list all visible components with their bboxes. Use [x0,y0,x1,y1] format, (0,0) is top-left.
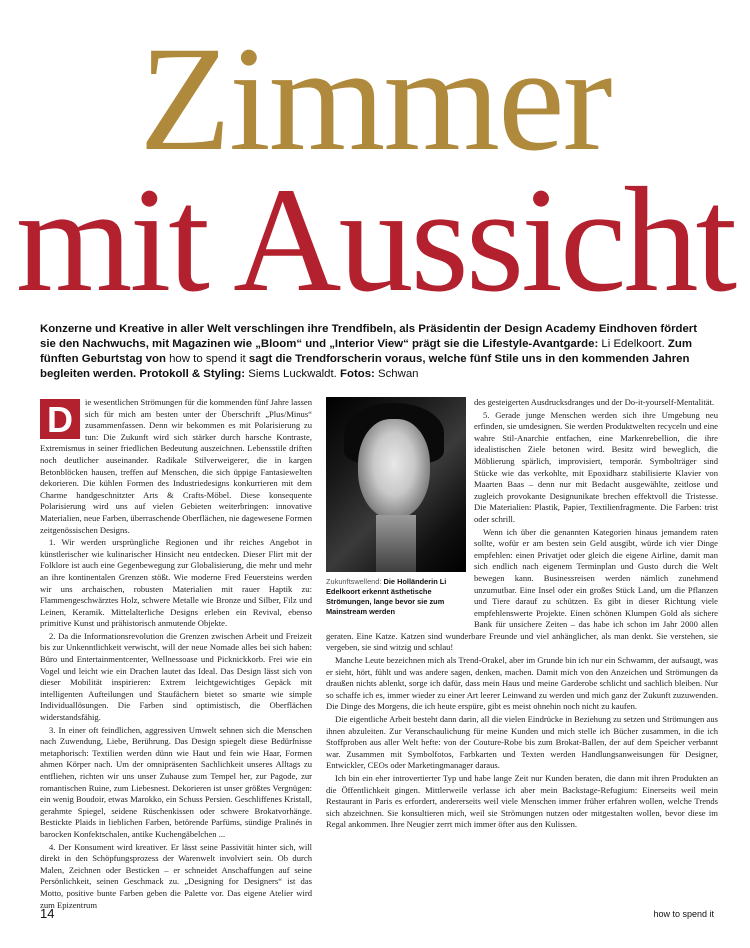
paragraph: Wenn ich über die genannten Kategorien hinaus jemandem raten sollte, wofür er am besten sein Geld ausgibt, würde ich vier Dinge empfehlen: einen Privatjet oder gleich die eigene Airline, damit man sich endlich nach eigenem Terminplan und Gusto durch die Welt bewegen kann. Businessreisen werden nämlich zunehmend unzumutbar. Eine Insel oder ein großes Stück Land, um die Pflanzen und Tiere darauf zu schützen. Es gibt in dieser Richtung viele empfehlenswerte Projekte. Einen schönen Klumpen Gold als sichere Bank für unsichere Zeiten – das habe ich schon im Jahr 2000 allen geraten. Eine Katze. Katzen sind wunderbare Freunde und viel anhänglicher, als man denkt. Sie verstehen, sie vergeben, sie sind witzig und schlau! [326,526,718,653]
stylist-name: Siems Luckwaldt. [248,368,337,380]
paragraph: des gesteigerten Ausdrucksdranges und der Do-it-yourself-Mentalität. [474,397,715,407]
magazine-brand: how to spend it [169,353,246,365]
paragraph: 5. Gerade junge Menschen werden sich ihre Umgebung neu erfinden, sie umdesignen. Sie werden Produktwelten recyceln und eine wahre Stil-Anarchie entfachen, eine Markenrebellion, die ihre idealistischen Ziele betonen wird. Besitz wird beweglich, die Möblierung spärlich, improvisiert, temporär. Symbolträger sind Stücke wie das verkohlte, mit Epoxidharz stabilisierte Klavier von Maarten Baas – denn nur mit Bedacht ausgewählte, zeitlose und zugleich provokante Designunikate brechen effektvoll die Tristesse. Die Materialien: Plastik, Papier, Textilienfragmente. Die Farben: trist oder schrill. [474,409,718,524]
photo-caption [326,577,466,617]
paragraph: Die eigentliche Arbeit besteht dann darin, all die vielen Eindrücke in Beziehung zu setzen und Strömungen aus ihnen abzuleiten. Zur Veranschaulichung für meine Kunden und mich stelle ich Bücher zusammen, in die ich Stoffproben aus aller Welt hefte: von der Couture-Robe bis zum Brokat-Ballen, der auf dem Speicher verbannt war. Zusammen mit Symbolfotos, Farbkarten und Texten werden Handlungsanweisungen für Designer, Entwickler, CEOs oder Marketingmanager daraus. [326,714,718,771]
paragraph: 1. Wir werden ursprüngliche Regionen und ihr reiches Angebot in künstlerischer wie kulinarischer Hinsicht neu entdecken. Dieser Flirt mit der Folklore ist auch eine Gegenbewegung zur Globalisierung, die mehr und mehr an ihre kontinentalen Grenzen stößt. Wie moderne Fred Feuersteins werden wir uns archaischen, robusten Materialien mit rauer Haptik zu: Flammengeschwärztes Holz, schwere Metalle wie Bronze und Silber, Filz und Leinen, Keramik. Mittelalterliche Designs erleben ein Revival, ebenso primitive Kunst und prähistorisch anmutende Objekte. [40,537,312,629]
caption-text: Die Holländerin Li Edelkoort erkennt ästhetische Strömungen, lange bevor sie zum Mainstream werden [326,577,447,616]
footer-brand: how to spend it [653,909,714,919]
portrait-photo [326,397,466,572]
article-column-1 [40,397,312,912]
paragraph: 3. In einer oft feindlichen, aggressiven Umwelt sehnen sich die Menschen nach Zuwendung, Liebe, Berührung. Das Design spiegelt diese Bedürfnisse metaphorisch: Textilien werden dünn wie Haut und fein wie Haar, Formen ahmen Körper nach. Um der omnipräsenten Sachlichkeit unseres Alltags zu entfliehen, richten wir uns unser Zuhause zum Tempel her, zur Pagode, zur romantischen Ruine, zum Liebesnest. Dekorieren ist unser größtes Vergnügen: ein wenig Boudoir, etwas Marokko, ein Schuss Persien. Geschliffenes Kristall, gerahmte Spiegel, seidene Rüschenkissen oder schwere Brokatvorhänge. Bestickte Plaids in lieblichen Farben, betörende Parfüms, sündige Pralinés in barocken Konfektschalen, antike Kuchengäbelchen ... [40,724,312,839]
headline-line-1: Zimmer [139,16,611,182]
subject-name: Li Edelkoort. [601,338,665,350]
paragraph: D ie wesentlichen Strömungen für die kommenden fünf Jahre lassen sich für mich am besten unter der Überschrift „Plus/Minus“ zusammenfassen. Denn wir bekommen es mit Polarisierung zu tun: Die Zukunft wird sich stärker durch harsche Kontraste, Extremismus in seiner friedlichen Bedeutung auszeichnen. Lebensstile driften noch deutlicher auseinander. Radikale Stilverweigerer, die in kargen Betonblöcken hausen, treffen auf Menschen, die sich üppige Fantasiewelten dekorieren. Die kühlen Formen des Industriedesigns konkurrieren mit dem Charme handgeschnitzter Arts & Crafts-Möbel. Diese konsequente Polarisierung wird uns auf vielen Gebieten weiterbringen: innovative Materialien, neue Farben, überraschende Oberflächen, nie dagewesene Formen zeitgenössischen Designs. [40,397,313,535]
paragraph: 4. Der Konsument wird kreativer. Er lässt seine Passivität hinter sich, will direkt in den Schöpfungsprozess der Warenwelt involviert sein. Ob durch Malen, Zeichnen oder Besticken – er schneidet Anschaffungen auf seine Persönlichkeit, seinen Geschmack zu. „Designing for Designers“ ist das Motto, positive bunte Farben geben die Palette vor. Das eigene Atelier wird zum Epizentrum [40,841,312,910]
portrait-face [358,419,430,519]
drop-cap: D [40,399,80,439]
caption-lead: Zukunftswellend: [326,577,382,586]
article-lead: Konzerne und Kreative in aller Welt verschlingen ihre Trendfibeln, als Präsidentin der Design Academy Eindhoven fördert sie den Nachwuchs, mit Magazinen wie „Bloom“ und „Interior View“ prägt sie die Lifestyle-Avantgarde: Li Edelkoort. Zum fünften Geburtstag von how to spend it sagt die Trendforscherin voraus, welche fünf Stile uns in den kommenden Jahren begleiten werden. Protokoll & Styling: Siems Luckwaldt. Fotos: Schwan [40,323,698,380]
paragraph: Manche Leute bezeichnen mich als Trend-Orakel, aber im Grunde bin ich nur ein Schwamm, der aufsaugt, was er sieht, hört, fühlt und was andere sagen, denken, machen. Damit mich von den Anzeichen und Strömungen da draußen nichts ablenkt, sorge ich dafür, dass mein Haus und meine Garderobe schlicht und sachlich bleiben. Nur so schaffe ich es, immer wieder zu einer Art leerer Leinwand zu werden und mich ganz der Zukunft zuzuwenden. Die Dinge des Morgens, die ich heute erspüre, gibt es meist ohnehin noch nicht zu kaufen. [326,655,718,712]
paragraph: 2. Da die Informationsrevolution die Grenzen zwischen Arbeit und Freizeit bis zur Unkenntlichkeit verwischt, will der neue Nomade alles bei sich haben: Büro und Entertainmentcenter, Wellnessoase und Picknickkorb. Frei wie ein Vogel und leicht wie ein Drachen lautet das Ideal. Das Design lässt sich von dieser Mobilität inspirieren: Extrem leichtgewichtiges Gepäck mit intelligenten Aufteilungen und Staufächern bietet so smarte wie simple Individuallösungen. Die Farben sind optimistisch, die Oberflächen widerstandsfähig. [40,630,312,723]
page-number: 14 [40,906,55,921]
photographer-name: Schwan [377,368,419,380]
headline-line-2: mit Aussicht [15,157,735,323]
paragraph: Ich bin ein eher introvertierter Typ und habe lange Zeit nur Kunden beraten, die dann mit ihren Produkten an die Öffentlichkeit gingen. Mittlerweile verlasse ich aber mein Backstage-Refugium: Einerseits weil mein Restaurant in Paris es erfordert, andererseits weil viele Menschen immer früher erfahren wollen, welche Trends sich abzeichnen. Sie konsultieren mich, weil sie Strömungen nutzen oder mitgestalten wollen, bevor diese im Regal ankommen. Ihre Neugier zerrt mich immer öfter aus den Kulissen. [326,773,718,830]
portrait-neck [376,515,416,572]
